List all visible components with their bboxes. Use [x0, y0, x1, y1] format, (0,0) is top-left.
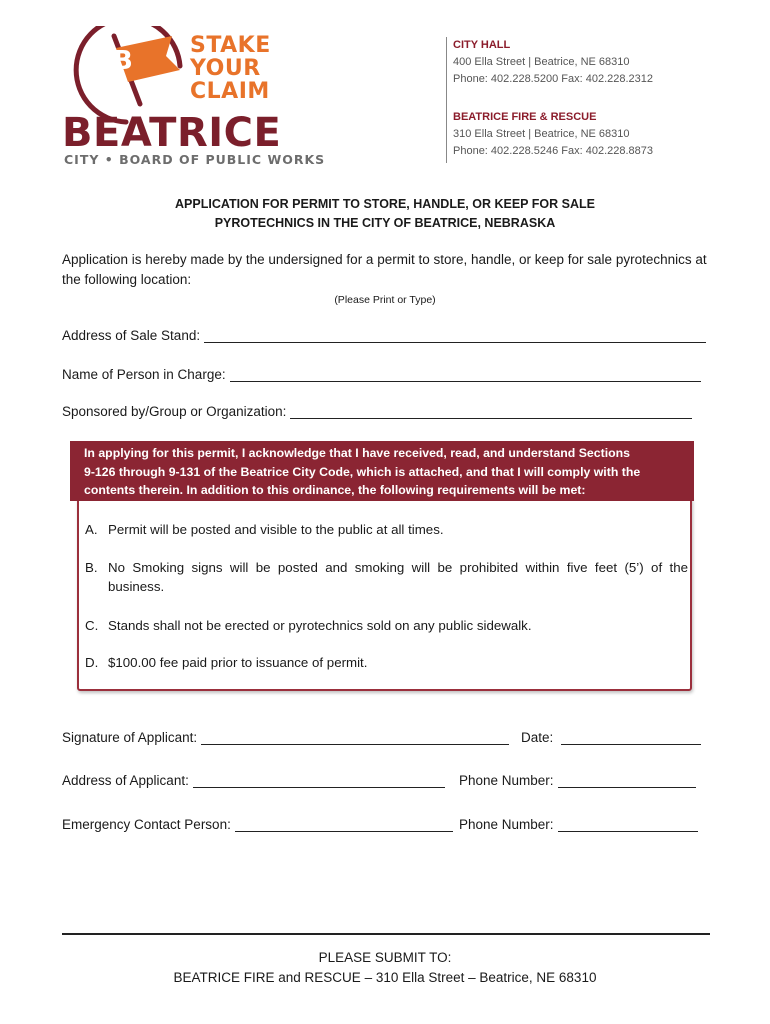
requirement-letter: C. [85, 618, 99, 633]
ack-line-1: In applying for this permit, I acknowledge that I have received, read, and understand Sections [84, 446, 630, 460]
requirement-letter: A. [85, 522, 98, 537]
print-note: (Please Print or Type) [334, 294, 436, 306]
phone-input-line-2[interactable] [558, 817, 698, 832]
phone-label-1: Phone Number: [459, 773, 554, 788]
phone-field-1 [459, 773, 696, 788]
signature-field [62, 730, 509, 745]
requirement-letter: B. [85, 560, 98, 575]
contact-heading: BEATRICE FIRE & RESCUE [453, 111, 597, 123]
submit-address: BEATRICE FIRE and RESCUE – 310 Ella Street – Beatrice, NE 68310 [173, 970, 597, 985]
page-title [0, 195, 770, 233]
emergency-contact-input-line[interactable] [235, 817, 453, 832]
date-input-line[interactable] [561, 730, 701, 745]
requirement-text: No Smoking signs will be posted and smoking will be prohibited within five feet (5’) of the business. [108, 560, 688, 594]
phone-field-2 [459, 817, 698, 832]
logo-subtitle: CITY • BOARD OF PUBLIC WORKS [64, 152, 326, 167]
contact-phone: Phone: 402.228.5200 Fax: 402.228.2312 [453, 73, 654, 85]
tagline-line-2: YOUR [190, 56, 261, 81]
requirement-text: Permit will be posted and visible to the public at all times. [108, 522, 444, 537]
submit-heading: PLEASE SUBMIT TO: [318, 950, 452, 965]
sponsor-label: Sponsored by/Group or Organization: [62, 404, 287, 419]
contact-address: 310 Ella Street | Beatrice, NE 68310 [453, 128, 630, 140]
logo-wordmark: BEATRICE [62, 110, 282, 156]
title-line-2: PYROTECHNICS IN THE CITY OF BEATRICE, NEBRASKA [214, 216, 556, 230]
sale-stand-input-line[interactable] [204, 328, 706, 343]
tagline-line-1: STAKE [190, 33, 271, 58]
badge-letter: B [113, 46, 133, 76]
signature-label: Signature of Applicant: [62, 730, 198, 745]
emergency-contact-field [62, 817, 453, 832]
tagline-line-3: CLAIM [190, 79, 270, 104]
footer-divider [62, 933, 710, 935]
requirement-text: Stands shall not be erected or pyrotechnics sold on any public sidewalk. [108, 618, 532, 633]
intro-paragraph: Application is hereby made by the undersigned for a permit to store, handle, or keep for sale pyrotechnics at the following location: [62, 252, 707, 287]
sponsor-input-line[interactable] [290, 404, 692, 419]
city-hall-contact [453, 37, 653, 88]
person-in-charge-label: Name of Person in Charge: [62, 367, 226, 382]
phone-label-2: Phone Number: [459, 817, 554, 832]
sponsor-field [62, 404, 692, 419]
ack-line-2: 9-126 through 9-131 of the Beatrice City Code, which is attached, and that I will comply with the [84, 464, 641, 479]
signature-input-line[interactable] [201, 730, 509, 745]
requirement-text: $100.00 fee paid prior to issuance of permit. [108, 655, 368, 670]
header-divider [446, 37, 447, 163]
acknowledgement-banner [70, 441, 694, 501]
contact-address: 400 Ella Street | Beatrice, NE 68310 [453, 56, 630, 68]
person-in-charge-field [62, 367, 701, 382]
person-in-charge-input-line[interactable] [230, 367, 701, 382]
date-field [521, 730, 701, 745]
contact-phone: Phone: 402.228.5246 Fax: 402.228.8873 [453, 145, 654, 157]
sale-stand-label: Address of Sale Stand: [62, 328, 201, 343]
fire-rescue-contact [453, 109, 653, 160]
logo-tagline [190, 34, 310, 103]
title-line-1: APPLICATION FOR PERMIT TO STORE, HANDLE, OR KEEP FOR SALE [175, 197, 595, 211]
contact-heading: CITY HALL [453, 39, 511, 51]
applicant-address-field [62, 773, 445, 788]
emergency-contact-label: Emergency Contact Person: [62, 817, 231, 832]
applicant-address-input-line[interactable] [193, 773, 445, 788]
requirement-letter: D. [85, 655, 99, 670]
sale-stand-field [62, 328, 706, 343]
applicant-address-label: Address of Applicant: [62, 773, 189, 788]
date-label: Date: [521, 730, 554, 745]
ack-line-3: contents therein. In addition to this ordinance, the following requirements will be met: [84, 483, 586, 497]
phone-input-line-1[interactable] [558, 773, 696, 788]
